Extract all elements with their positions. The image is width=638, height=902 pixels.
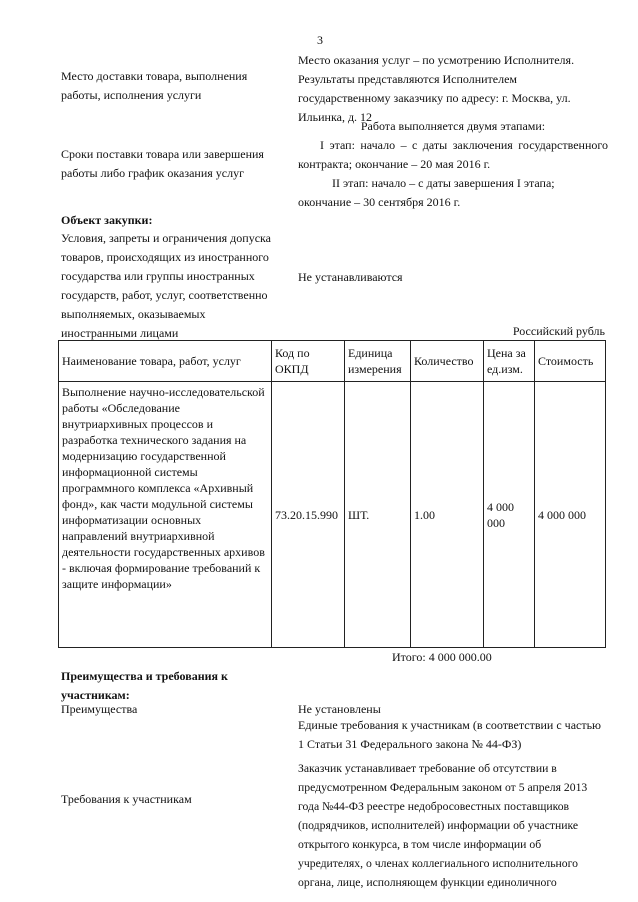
requirements-label: Требования к участникам xyxy=(61,792,192,806)
advantages-value: Не установлены xyxy=(298,702,381,716)
terms-line-1: Работа выполняется двумя этапами: xyxy=(360,119,546,133)
terms-line-4: окончание – 30 сентября 2016 г. xyxy=(298,195,461,209)
table-header-row xyxy=(59,341,606,382)
page-number: 3 xyxy=(317,33,323,47)
cell-okpd: 73.20.15.990 xyxy=(272,382,345,648)
object-label: Условия, запреты и ограничения допуска товаров, происходящих из иностранного государства или группы иностранных государств, работ, услуг, соответственно выполняемых, оказываемых иностранными лицами xyxy=(61,231,272,340)
header-price: Цена за ед.изм. xyxy=(484,341,535,382)
header-qty: Количество xyxy=(411,341,484,382)
currency-label: Российский рубль xyxy=(512,324,605,338)
terms-line-3: II этап: начало – с даты завершения I этапа; xyxy=(332,176,555,190)
terms-label: Сроки поставки товара или завершения работы либо график оказания услуг xyxy=(61,147,264,180)
advantages-label: Преимущества xyxy=(61,702,138,716)
header-unit: Единица измерения xyxy=(345,341,411,382)
header-okpd: Код по ОКПД xyxy=(272,341,345,382)
cell-price: 4 000 000 xyxy=(484,382,535,648)
object-heading: Объект закупки: xyxy=(61,213,153,227)
delivery-label: Место доставки товара, выполнения работы, исполнения услуги xyxy=(61,69,248,102)
requirements-value-2: Заказчик устанавливает требование об отсутствии в предусмотренном Федеральным законом от 5 апреля 2013 года №44-ФЗ реестре недобросовестных поставщиков (подрядчиков, исполнителей) информации об участнике открытого конкурса, в том числе информации об учредителях, о членах коллегиального исполнительного органа, лице, исполняющем функции единоличного xyxy=(298,762,588,889)
delivery-value: Место оказания услуг – по усмотрению Исполнителя. Результаты представляются Исполнителем государственному заказчику по адресу: г. Москва, ул. Ильинка, д. 12 xyxy=(298,53,575,124)
cell-cost: 4 000 000 xyxy=(535,382,606,648)
items-table xyxy=(58,340,606,648)
header-name: Наименование товара, работ, услуг xyxy=(59,341,272,382)
header-cost: Стоимость xyxy=(535,341,606,382)
table-row xyxy=(59,382,606,648)
terms-line-2: I этап: начало – с даты заключения государственного контракта; окончание – 20 мая 2016 г. xyxy=(298,138,608,171)
requirements-value-1: Единые требования к участникам (в соответствии с частью 1 Статьи 31 Федерального закона № 44-ФЗ) xyxy=(298,718,602,751)
object-value: Не устанавливаются xyxy=(298,270,403,284)
total-label: Итого: 4 000 000.00 xyxy=(392,650,492,664)
terms-value xyxy=(298,117,608,212)
cell-unit: ШТ. xyxy=(345,382,411,648)
advantages-heading: Преимущества и требования к участникам: xyxy=(61,669,228,702)
cell-name: Выполнение научно-исследовательской работы «Обследование внутриархивных процессов и разработка технического задания на модернизацию государственной информационной системы программного комплекса «Архивный фонд», как части модульной системы информатизации основных направлений внутриархивной деятельности государственных архивов - включая формирование требований к защите информации» xyxy=(59,382,272,648)
cell-qty: 1.00 xyxy=(411,382,484,648)
